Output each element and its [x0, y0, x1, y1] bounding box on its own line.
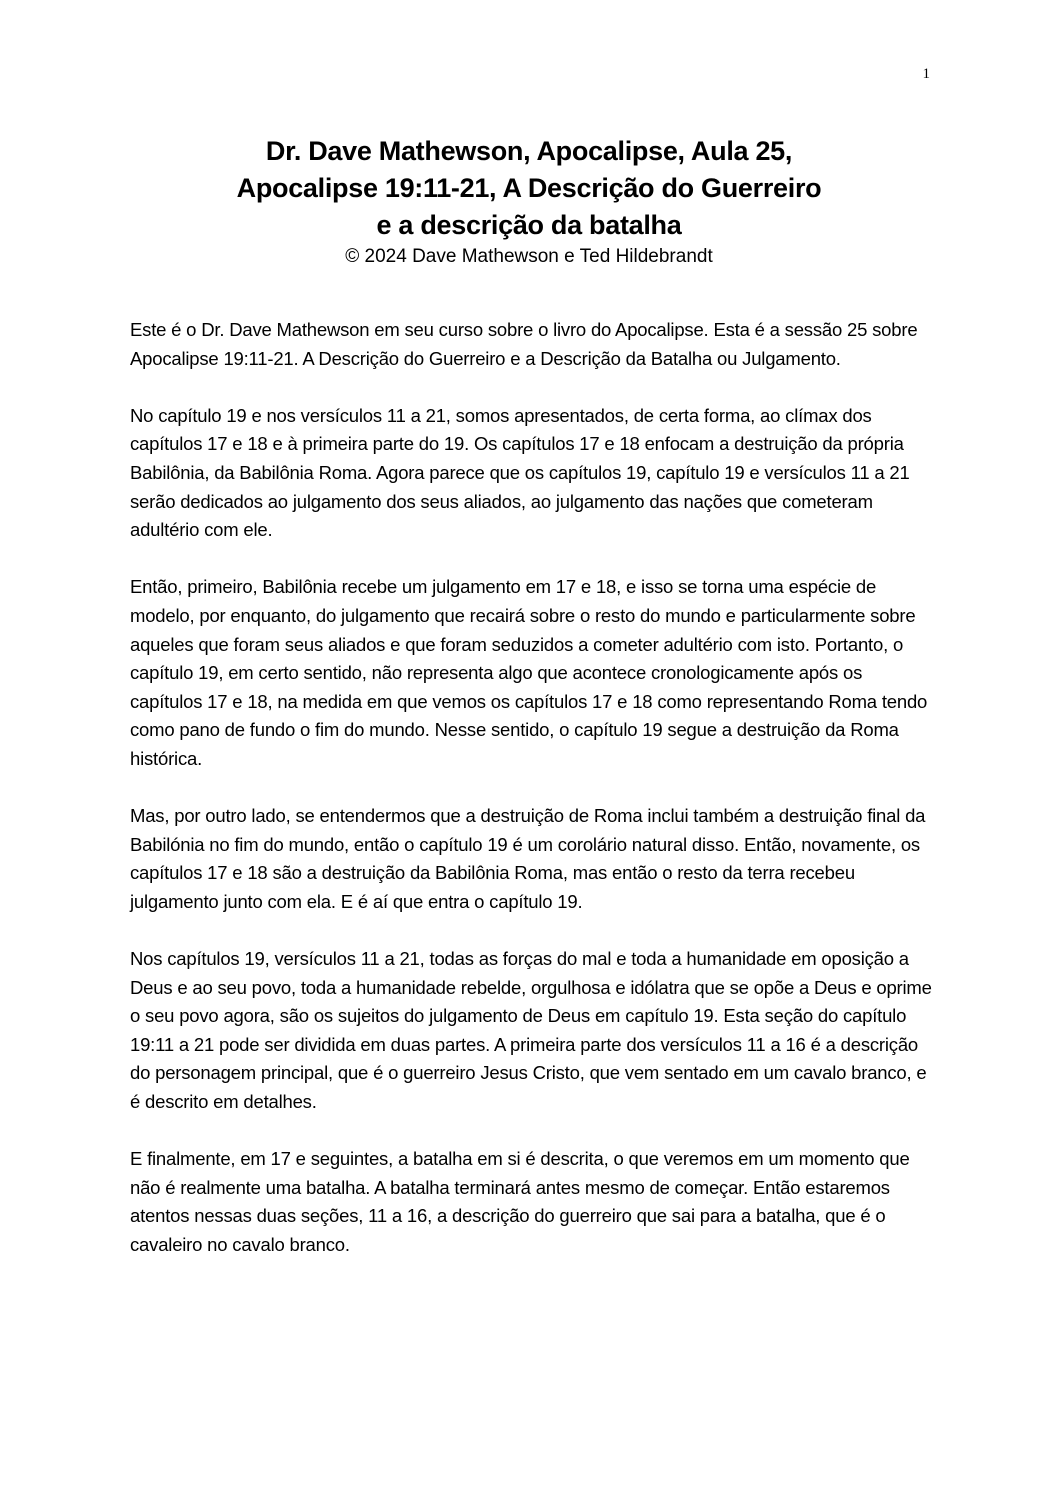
- paragraph-5: Nos capítulos 19, versículos 11 a 21, todas as forças do mal e toda a humanidade em oposição a Deus e ao seu povo, toda a humanidade rebelde, orgulhosa e idólatra que se opõe a Deus e oprime o seu povo agora, são os sujeitos do julgamento de Deus em capítulo 19. Esta seção do capítulo 19:11 a 21 pode ser dividida em duas partes. A primeira parte dos versículos 11 a 16 é a descrição do personagem principal, que é o guerreiro Jesus Cristo, que vem sentado em um cavalo branco, e é descrito em detalhes.: [130, 948, 932, 1113]
- title-line-2: Apocalipse 19:11-21, A Descrição do Guerreiro: [236, 173, 822, 203]
- body-text: [130, 316, 935, 1288]
- page-number: 1: [922, 66, 930, 82]
- title-line-3: e a descrição da batalha: [376, 210, 682, 240]
- paragraph-4: Mas, por outro lado, se entendermos que a destruição de Roma inclui também a destruição final da Babilónia no fim do mundo, então o capítulo 19 é um corolário natural disso. Então, novamente, os capítulos 17 e 18 são a destruição da Babilônia Roma, mas então o resto da terra recebeu julgamento junto com ela. E é aí que entra o capítulo 19.: [130, 805, 926, 912]
- copyright-line: © 2024 Dave Mathewson e Ted Hildebrandt: [345, 246, 713, 267]
- paragraph-6: E finalmente, em 17 e seguintes, a batalha em si é descrita, o que veremos em um momento que não é realmente uma batalha. A batalha terminará antes mesmo de começar. Então estaremos atentos nessas duas seções, 11 a 16, a descrição do guerreiro que sai para a batalha, que é o cavaleiro no cavalo branco.: [130, 1148, 910, 1255]
- paragraph-1: Este é o Dr. Dave Mathewson em seu curso sobre o livro do Apocalipse. Esta é a sessão 25 sobre Apocalipse 19:11-21. A Descrição do Guerreiro e a Descrição da Batalha ou Julgamento.: [130, 319, 918, 369]
- title-block: [130, 133, 928, 270]
- paragraph-2: No capítulo 19 e nos versículos 11 a 21, somos apresentados, de certa forma, ao clímax dos capítulos 17 e 18 e à primeira parte do 19. Os capítulos 17 e 18 enfocam a destruição da própria Babilônia, da Babilônia Roma. Agora parece que os capítulos 19, capítulo 19 e versículos 11 a 21 serão dedicados ao julgamento dos seus aliados, ao julgamento das nações que cometeram adultério com ele.: [130, 404, 910, 541]
- paragraph-3: Então, primeiro, Babilônia recebe um julgamento em 17 e 18, e isso se torna uma espécie de modelo, por enquanto, do julgamento que recairá sobre o resto do mundo e particularmente sobre aqueles que foram seus aliados e que foram seduzidos a cometer adultério com isto. Portanto, o capítulo 19, em certo sentido, não representa algo que acontece cronologicamente após os capítulos 17 e 18, na medida em que vemos os capítulos 17 e 18 como representando Roma tendo como pano de fundo o fim do mundo. Nesse sentido, o capítulo 19 segue a destruição da Roma histórica.: [130, 576, 928, 769]
- title-line-1: Dr. Dave Mathewson, Apocalipse, Aula 25,: [265, 136, 793, 166]
